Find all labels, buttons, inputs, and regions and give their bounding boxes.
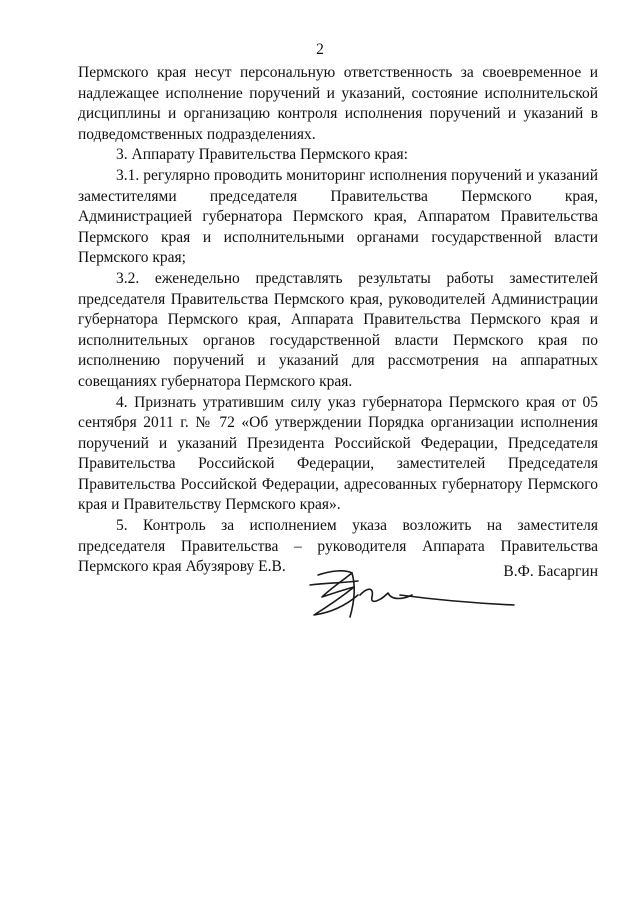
paragraph-item-3-1: 3.1. регулярно проводить мониторинг исполнения поручений и указаний заместителями председателя Правительства Пермского края, Администрацией губернатора Пермского края, Аппаратом Правительства Пермского края и исполнительными органами государственной власти Пермского края; [78, 166, 598, 267]
signature-stroke [310, 581, 358, 585]
handwritten-signature [300, 565, 520, 625]
paragraph-item-4: 4. Признать утратившим силу указ губернатора Пермского края от 05 сентября 2011 г. № 72 «Об утверждении Порядка организации исполнения поручений и указаний Президента Российской Федерации, Председателя Правительства Российской Федерации, заместителей Председателя Правительства Российской Федерации, адресованных губернатору Пермского края и Правительству Пермского края». [78, 393, 598, 514]
signature-stroke [350, 573, 354, 617]
signature-stroke [400, 595, 514, 605]
document-body [78, 63, 598, 578]
paragraph-item-3: 3. Аппарату Правительства Пермского края: [116, 146, 408, 164]
paragraph-continuation: Пермского края несут персональную ответственность за своевременное и надлежащее исполнение поручений и указаний, состояние исполнительской дисциплины и организацию контроля исполнения поручений и указаний в подведомственных подразделениях. [78, 64, 598, 143]
paragraph-item-5: 5. Контроль за исполнением указа возложить на заместителя председателя Правительства – руководителя Аппарата Правительства Пермского края Абузярову Е.В. [78, 517, 598, 576]
page-number: 2 [316, 41, 324, 58]
paragraph-item-3-2: 3.2. еженедельно представлять результаты работы заместителей председателя Правительства Пермского края, руководителей Администрации губернатора Пермского края, Аппарата Правительства Пермского края и исполнительных органов государственной власти Пермского края по исполнению поручений и указаний для рассмотрения на аппаратных совещаниях губернатора Пермского края. [78, 269, 598, 390]
signer-name: В.Ф. Басаргин [503, 563, 598, 580]
